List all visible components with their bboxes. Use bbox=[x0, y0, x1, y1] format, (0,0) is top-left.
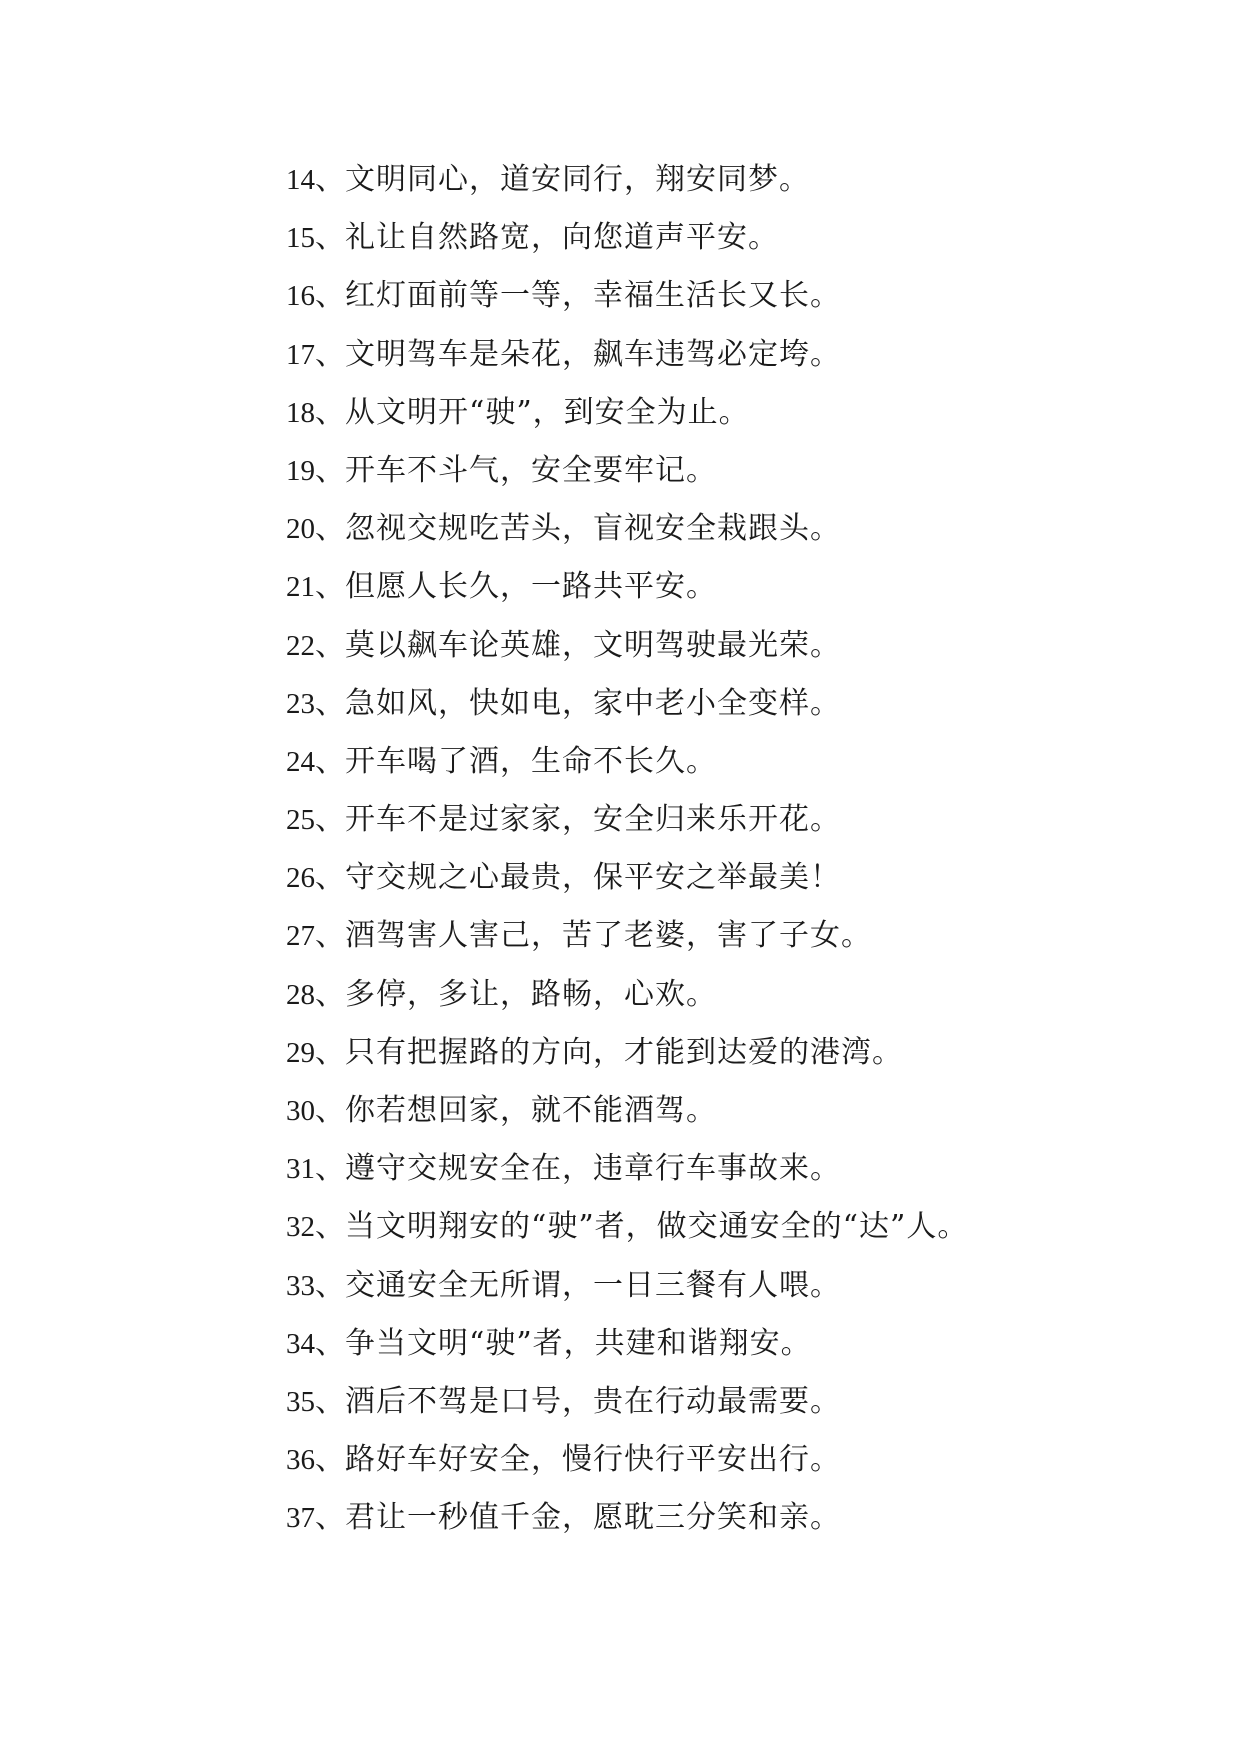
list-item bbox=[286, 1091, 968, 1149]
item-text: 开车不斗气，安全要牢记。 bbox=[345, 452, 717, 488]
item-separator: 、 bbox=[315, 918, 345, 954]
item-number: 26 bbox=[286, 862, 315, 895]
item-text: 文明驾车是朵花，飙车违驾必定垮。 bbox=[345, 336, 841, 372]
item-separator: 、 bbox=[315, 394, 345, 430]
list-item bbox=[286, 160, 968, 218]
list-item bbox=[286, 684, 968, 742]
item-number: 33 bbox=[286, 1269, 315, 1302]
list-item bbox=[286, 1440, 968, 1498]
item-text: 多停，多让，路畅，心欢。 bbox=[345, 976, 717, 1012]
item-number: 34 bbox=[286, 1327, 315, 1360]
list-item bbox=[286, 1324, 968, 1382]
item-separator: 、 bbox=[315, 511, 345, 547]
item-separator: 、 bbox=[315, 860, 345, 896]
item-separator: 、 bbox=[315, 1151, 345, 1187]
list-item bbox=[286, 509, 968, 567]
list-item bbox=[286, 1207, 968, 1265]
item-text: 交通安全无所谓，一日三餐有人喂。 bbox=[345, 1267, 841, 1303]
list-item bbox=[286, 451, 968, 509]
item-text: 红灯面前等一等，幸福生活长又长。 bbox=[345, 278, 841, 314]
list-item bbox=[286, 1382, 968, 1440]
list-item bbox=[286, 276, 968, 334]
list-item bbox=[286, 742, 968, 800]
item-text: 只有把握路的方向，才能到达爱的港湾。 bbox=[345, 1034, 903, 1070]
item-separator: 、 bbox=[315, 743, 345, 779]
item-text: 遵守交规安全在，违章行车事故来。 bbox=[345, 1151, 841, 1187]
item-number: 14 bbox=[286, 164, 315, 196]
item-separator: 、 bbox=[315, 1325, 345, 1361]
slogan-list bbox=[286, 160, 968, 1557]
item-separator: 、 bbox=[315, 1034, 345, 1070]
list-item bbox=[286, 1033, 968, 1091]
item-text: 急如风，快如电，家中老小全变样。 bbox=[345, 685, 841, 721]
item-text: 忽视交规吃苦头，盲视安全栽跟头。 bbox=[345, 511, 841, 547]
item-number: 28 bbox=[286, 978, 315, 1011]
item-number: 15 bbox=[286, 222, 315, 255]
item-separator: 、 bbox=[315, 452, 345, 488]
item-number: 23 bbox=[286, 687, 315, 720]
item-number: 36 bbox=[286, 1444, 315, 1477]
item-number: 29 bbox=[286, 1036, 315, 1069]
item-number: 16 bbox=[286, 280, 315, 313]
list-item bbox=[286, 218, 968, 276]
item-text: 文明同心，道安同行，翔安同梦。 bbox=[345, 162, 810, 197]
item-separator: 、 bbox=[315, 976, 345, 1012]
item-number: 27 bbox=[286, 920, 315, 953]
item-number: 24 bbox=[286, 745, 315, 778]
list-item bbox=[286, 916, 968, 974]
item-separator: 、 bbox=[315, 278, 345, 314]
item-text: 当文明翔安的“驶”者，做交通安全的“达”人。 bbox=[345, 1209, 969, 1245]
item-separator: 、 bbox=[315, 685, 345, 721]
item-number: 37 bbox=[286, 1502, 315, 1535]
item-text: 开车喝了酒，生命不长久。 bbox=[345, 743, 717, 779]
list-item bbox=[286, 1266, 968, 1324]
item-separator: 、 bbox=[315, 1209, 345, 1245]
list-item bbox=[286, 1498, 968, 1556]
item-number: 31 bbox=[286, 1153, 315, 1186]
list-item bbox=[286, 800, 968, 858]
item-separator: 、 bbox=[315, 1500, 345, 1536]
list-item bbox=[286, 1149, 968, 1207]
item-text: 路好车好安全，慢行快行平安出行。 bbox=[345, 1442, 841, 1478]
list-item bbox=[286, 335, 968, 393]
item-number: 32 bbox=[286, 1211, 315, 1244]
item-number: 30 bbox=[286, 1095, 315, 1127]
item-separator: 、 bbox=[315, 802, 345, 838]
item-separator: 、 bbox=[315, 162, 345, 197]
item-separator: 、 bbox=[315, 1093, 345, 1128]
item-separator: 、 bbox=[315, 220, 345, 256]
item-number: 20 bbox=[286, 513, 315, 546]
item-separator: 、 bbox=[315, 569, 345, 605]
item-text: 酒驾害人害己，苦了老婆，害了子女。 bbox=[345, 918, 872, 954]
item-separator: 、 bbox=[315, 1267, 345, 1303]
list-item bbox=[286, 567, 968, 625]
item-number: 18 bbox=[286, 396, 315, 429]
item-text: 守交规之心最贵，保平安之举最美！ bbox=[345, 860, 841, 896]
item-separator: 、 bbox=[315, 1442, 345, 1478]
item-text: 你若想回家，就不能酒驾。 bbox=[345, 1093, 717, 1128]
item-separator: 、 bbox=[315, 336, 345, 372]
item-text: 开车不是过家家，安全归来乐开花。 bbox=[345, 802, 841, 838]
item-text: 从文明开“驶”，到安全为止。 bbox=[345, 394, 750, 430]
list-item bbox=[286, 393, 968, 451]
item-number: 17 bbox=[286, 338, 315, 371]
item-number: 22 bbox=[286, 629, 315, 662]
item-text: 莫以飙车论英雄，文明驾驶最光荣。 bbox=[345, 627, 841, 663]
item-number: 19 bbox=[286, 454, 315, 487]
list-item bbox=[286, 975, 968, 1033]
item-text: 争当文明“驶”者，共建和谐翔安。 bbox=[345, 1325, 812, 1361]
item-separator: 、 bbox=[315, 627, 345, 663]
item-text: 酒后不驾是口号，贵在行动最需要。 bbox=[345, 1383, 841, 1419]
item-text: 但愿人长久，一路共平安。 bbox=[345, 569, 717, 605]
item-number: 21 bbox=[286, 571, 315, 604]
item-separator: 、 bbox=[315, 1383, 345, 1419]
item-text: 君让一秒值千金，愿耽三分笑和亲。 bbox=[345, 1500, 841, 1536]
list-item bbox=[286, 626, 968, 684]
item-number: 35 bbox=[286, 1385, 315, 1418]
list-item bbox=[286, 858, 968, 916]
item-text: 礼让自然路宽，向您道声平安。 bbox=[345, 220, 779, 256]
item-number: 25 bbox=[286, 804, 315, 837]
